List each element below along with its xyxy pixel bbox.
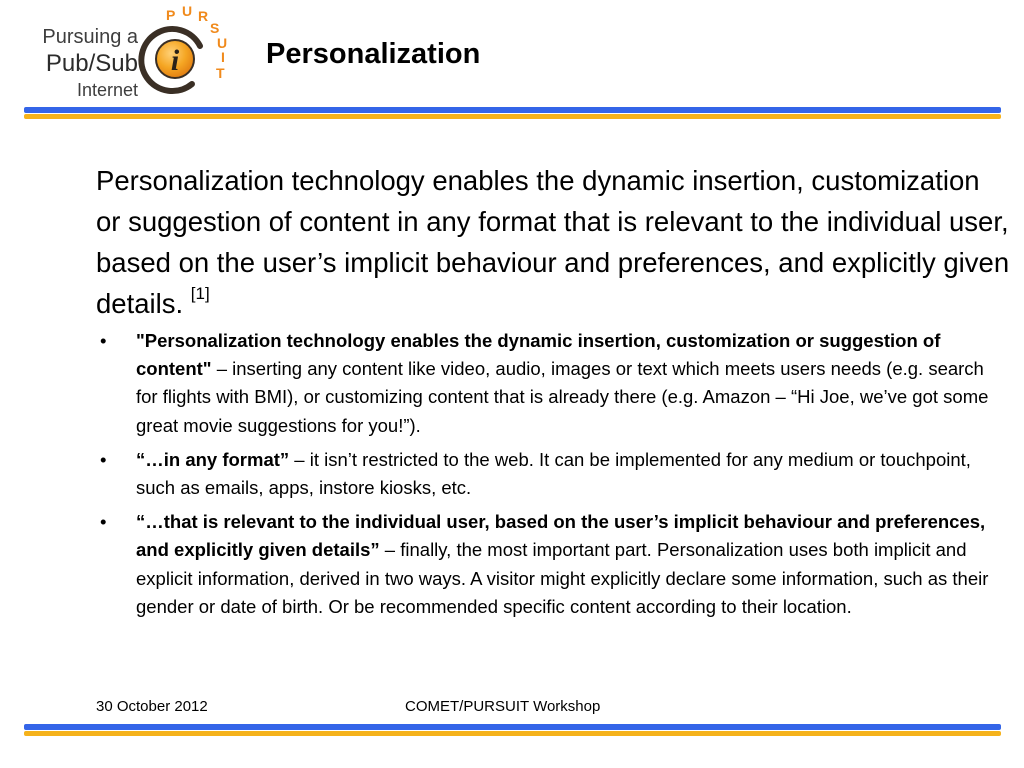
pursuit-badge-icon	[130, 6, 230, 102]
header-rule-blue	[24, 107, 1001, 113]
footer-date: 30 October 2012	[96, 698, 208, 715]
lead-text: Personalization technology enables the dynamic insertion, customization or suggestion of content in any format that is relevant to the individual user, based on the user’s implicit behaviour and preferences, and explicitly given details.	[96, 165, 1010, 319]
bullet-icon: •	[100, 511, 107, 533]
bullet-icon: •	[100, 448, 107, 470]
lead-paragraph	[96, 160, 1011, 324]
list-item	[96, 446, 996, 502]
bullet-text: – inserting any content like video, audio, images or text which meets users needs (e.g. search for flights with BMI), or customizing content that is already there (e.g. Amazon – “Hi Joe, we’ve got some great movie suggestions for you!”).	[136, 358, 989, 436]
lead-reference: [1]	[190, 283, 210, 303]
bullet-list	[96, 327, 996, 627]
badge-symbol: i	[170, 44, 180, 77]
footer-rule-gold	[24, 731, 1001, 736]
badge-letter: R	[198, 8, 209, 24]
footer-event: COMET/PURSUIT Workshop	[405, 698, 601, 715]
badge-letter: T	[216, 65, 225, 81]
badge-letter: S	[210, 20, 220, 36]
slide-title: Personalization	[266, 38, 481, 70]
bullet-icon: •	[100, 330, 107, 351]
badge-letter: P	[166, 7, 176, 23]
bullet-bold-text: "Personalization technology enables the dynamic insertion, customization or suggestion of content"	[136, 330, 941, 380]
bullet-text: – it isn’t restricted to the web. It can be implemented for any medium or touchpoint, such as emails, apps, instore kiosks, etc.	[136, 448, 971, 499]
logo-line-2: Pub/Sub	[45, 50, 138, 77]
badge-letter: U	[182, 6, 193, 19]
pursuit-logo	[20, 6, 230, 102]
logo-line-1: Pursuing a	[42, 26, 138, 48]
badge-letter: I	[221, 49, 225, 65]
header-rule-gold	[24, 114, 1001, 119]
bullet-text: – finally, the most important part. Personalization uses both implicit and explicit information, derived in two ways. A visitor might explicitly declare some information, such as their gender or date of birth. Or be recommended specific content according to their location.	[136, 539, 989, 617]
list-item	[96, 508, 996, 621]
badge-letter: U	[217, 35, 228, 51]
list-item	[96, 327, 996, 440]
footer-rule-blue	[24, 724, 1001, 730]
bullet-bold-text: “…in any format”	[136, 448, 290, 470]
logo-line-3: Internet	[76, 80, 138, 100]
bullet-bold-text: “…that is relevant to the individual user, based on the user’s implicit behaviour and preferences, and explicitly given details”	[136, 511, 986, 561]
